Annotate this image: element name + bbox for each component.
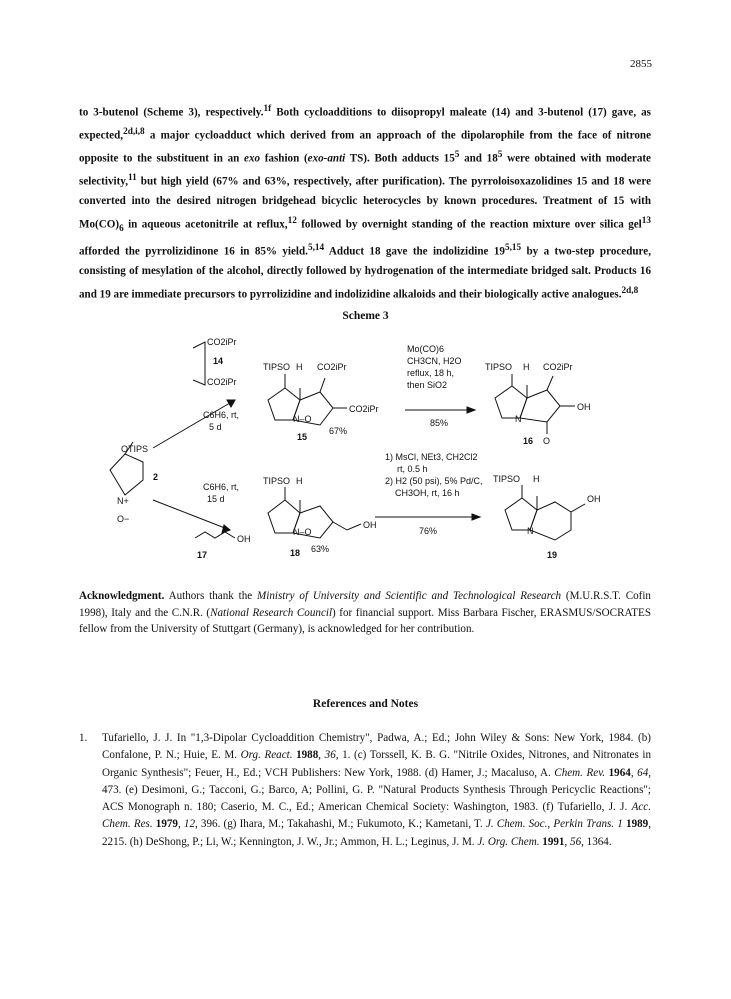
product16-ring-b [520,390,560,422]
mo-line3: reflux, 18 h, [407,368,455,378]
step-line3: 2) H2 (50 psi), 5% Pd/C, [385,476,483,486]
adduct15-co2ipr-top: CO2iPr [317,362,347,372]
product19-ring-b [530,502,571,540]
step-yield: 76% [419,526,438,536]
step-line1: 1) MsCl, NEt3, CH2Cl2 [385,452,478,462]
body-paragraph: to 3-butenol (Scheme 3), respectively.$^{1f}$ Both cycloadditions to diisopropyl maleate (14) and 3-butenol (17) gave, as expected,$^{2d,i,8}$ a major cycloadduct which derived from an approach of the dipolarophile from the face of nitrone opposite to the substituent in an exo fashion (exo-anti TS). Both adducts $15^5$ and $18^5$ were obtained with moderate selectivity,$^{11}$ but high yield (67% and 63%, respectively, after purification). The pyrroloisoxazolidines 15 and 18 were converted into the desired nitrogen bridgehead bicyclic heterocycles by known procedures. Treatment of 15 with $Mo(CO)_6$ in aqueous acetonitrile at reflux,$^{12}$ followed by overnight standing of the reaction mixture over silica gel$^{13}$ afforded the pyrrolizidinone 16 in 85% yield.$^{5,14}$ Adduct 18 gave the indolizidine 19$^{5,15}$ by a two-step procedure, consisting of mesylation of the alcohol, directly followed by hydrogenation of the intermediate bridged salt. Products 16 and 19 are immediate precursors to pyrrolizidine and indolizidine alkaloids and their biologically active analogues.$^{2d,8}$ [79,104,651,301]
acknowledgment-paragraph: Acknowledgment. Authors thank the Ministry of University and Scientific and Technological Research (M.U.R.S.T. Cofin 1998), Italy and the C.N.R. (National Research Council) for financial support. Miss Barbara Fischer, ERASMUS/SOCRATES fellow from the University of Stuttgart (Germany), is acknowledged for her contribution. [79,590,651,635]
maleate-bracket [193,342,205,385]
product19-number: 19 [547,550,558,560]
reaction-scheme [85,330,645,565]
butenol-oh: OH [237,534,251,544]
product16-tipso: TIPSO [485,362,513,372]
cond2-solvent: C6H6, rt, [203,482,240,492]
butenol-chain [195,532,235,538]
butenol-number: 17 [197,550,208,560]
adduct15-no: N–O [293,414,312,424]
product19-oh: OH [587,494,601,504]
nitrone-n-label: N+ [117,496,129,506]
reference-item [79,730,651,851]
adduct15-tipso: TIPSO [263,362,291,372]
product16-number: 16 [523,436,534,446]
adduct18-tipso: TIPSO [263,476,291,486]
mo-line1: Mo(CO)6 [407,344,445,354]
adduct18-h: H [296,476,303,486]
scheme-title: Scheme 3 [342,310,389,322]
adduct15-yield: 67% [329,426,348,436]
reference-number: 1. [79,732,88,744]
reference-text: Tufariello, J. J. In "1,3-Dipolar Cycloaddition Chemistry", Padwa, A.; Ed.; John Wiley & Sons: New York, 1984. (b) Confalone, P. N.; Huie, E. M. Org. React. 1988, 36, 1. (c) Torssell, K. B. G. "Nitrile Oxides, Nitrones, and Nitronates in Organic Synthesis"; Feuer, H., Ed.; VCH Publishers: New York, 1988. (d) Hamer, J.; Macaluso, A. Chem. Rev. 1964, 64, 473. (e) Desimoni, G.; Tacconi, G.; Barco, A; Pollini, G. P. "Natural Products Synthesis Through Pericyclic Reactions"; ACS Monograph n. 180; Caserio, M. C., Ed.; American Chemical Society: Washington, 1983. (f) Tufariello, J. J. Acc. Chem. Res. 1979, 12, 396. (g) Ihara, M.; Takahashi, M.; Fukumoto, K.; Kametani, T. J. Chem. Soc., Perkin Trans. 1 1989, 2215. (h) DeShong, P.; Li, W.; Kennington, J. W., Jr.; Ammon, H. L.; Leginus, J. M. J. Org. Chem. 1991, 56, 1364. [102,732,652,848]
cond2-time: 15 d [207,494,225,504]
adduct18-oh: OH [363,520,377,530]
references-title: References and Notes [312,698,419,710]
product16-co2ipr: CO2iPr [543,362,573,372]
product16-oh: OH [577,402,591,412]
adduct18-no: N–O [293,527,312,537]
adduct18-yield: 63% [311,544,330,554]
maleate-co2ipr-bottom: CO2iPr [207,377,237,387]
nitrone-number: 2 [153,472,159,482]
product19-n: N [527,526,534,536]
cond1-time: 5 d [209,422,222,432]
reaction-scheme-drawing [85,330,645,565]
arrow-to-18 [153,500,230,530]
cond1-solvent: C6H6, rt, [203,410,240,420]
step-line4: CH3OH, rt, 16 h [395,488,460,498]
product19-tipso: TIPSO [493,474,521,484]
adduct18-number: 18 [290,548,301,558]
step-line2: rt, 0.5 h [397,464,428,474]
mo-yield: 85% [430,418,449,428]
maleate-co2ipr-top: CO2iPr [207,337,237,347]
adduct15-h: H [296,362,303,372]
acknowledgment-heading: Acknowledgment. [79,590,165,602]
product16-o: O [543,436,551,446]
page-number: 2855 [630,58,652,70]
maleate-number: 14 [213,356,224,366]
nitrone-o-label: O− [117,514,130,524]
nitrone-otips-label: OTIPS [121,444,149,454]
adduct15-co2ipr-right: CO2iPr [349,404,379,414]
product19-h: H [533,474,540,484]
mo-line4: then SiO2 [407,380,448,390]
arrow-to-15 [153,400,235,448]
nitrone-ring [110,454,143,495]
product16-h: H [523,362,530,372]
adduct15-number: 15 [297,432,308,442]
product16-n: N [515,414,522,424]
mo-line2: CH3CN, H2O [407,356,462,366]
